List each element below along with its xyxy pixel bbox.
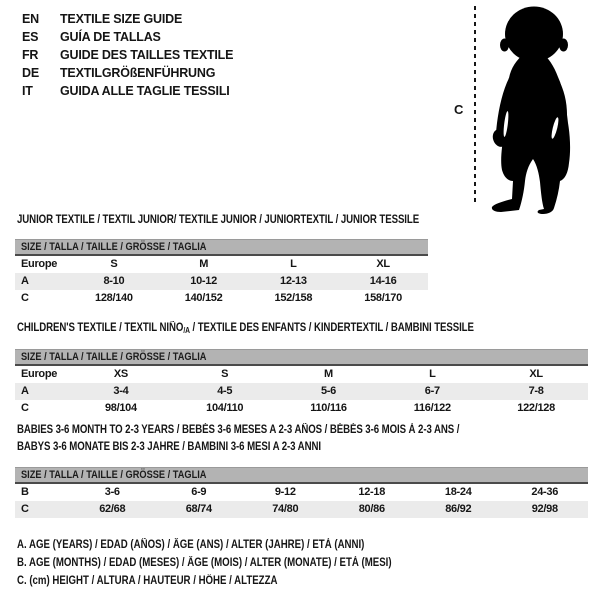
junior-table xyxy=(15,239,428,307)
row-label: A xyxy=(21,275,29,287)
language-title: GUÍA DE TALLAS xyxy=(60,30,161,44)
row-label: C xyxy=(21,292,29,304)
size-cell: S xyxy=(110,258,118,270)
row-label: B xyxy=(21,486,29,498)
language-row-en xyxy=(22,10,233,28)
height-cell: 92/98 xyxy=(531,503,558,515)
height-cell: 158/170 xyxy=(364,292,402,304)
junior-section-title: JUNIOR TEXTILE / TEXTIL JUNIOR/ TEXTILE JUNIOR / JUNIORTEXTIL / JUNIOR TESSILE xyxy=(17,214,420,226)
title-subscript: /A xyxy=(183,326,190,335)
age-cell: 7-8 xyxy=(528,385,544,397)
table-row-c xyxy=(15,501,588,518)
height-cell: 68/74 xyxy=(185,503,212,515)
age-cell: 9-12 xyxy=(274,486,296,498)
children-size-header-bar: SIZE / TALLA / TAILLE / GRÖSSE / TAGLIA xyxy=(15,349,588,366)
table-row-a xyxy=(15,383,588,400)
size-cell: XL xyxy=(529,368,543,380)
size-cell: XS xyxy=(113,368,128,380)
babies-section-title-line2: BABYS 3-6 MONATE BIS 2-3 JAHRE / BAMBINI 3-6 MESI A 2-3 ANNI xyxy=(17,441,321,453)
language-row-it xyxy=(22,82,233,100)
height-cell: 80/86 xyxy=(358,503,385,515)
height-cell: 104/110 xyxy=(206,402,244,414)
age-cell: 6-7 xyxy=(424,385,440,397)
table-row-c xyxy=(15,400,588,417)
height-dashed-line xyxy=(474,6,476,205)
language-title: GUIDE DES TAILLES TEXTILE xyxy=(60,48,234,62)
children-section-title: CHILDREN'S TEXTILE / TEXTIL NIÑO/A / TEXTILE DES ENFANTS / KINDERTEXTIL / BAMBINI TESSILE xyxy=(17,322,474,335)
age-cell: 10-12 xyxy=(190,275,217,287)
junior-size-header-bar: SIZE / TALLA / TAILLE / GRÖSSE / TAGLIA xyxy=(15,239,428,256)
language-code: IT xyxy=(22,84,33,98)
height-cell: 140/152 xyxy=(184,292,223,304)
age-cell: 5-6 xyxy=(320,385,336,397)
row-label: C xyxy=(21,503,29,515)
language-row-fr xyxy=(22,46,233,64)
language-title: TEXTILGRÖßENFÜHRUNG xyxy=(60,66,216,80)
footnote-a: A. AGE (YEARS) / EDAD (AÑOS) / ÂGE (ANS) / ALTER (JAHRE) / ETÀ (ANNI) xyxy=(17,539,365,551)
row-label: Europe xyxy=(21,368,58,380)
table-row-a xyxy=(15,273,428,290)
table-row-c xyxy=(15,290,428,307)
height-cell: 86/92 xyxy=(445,503,472,515)
babies-section-title-line1: BABIES 3-6 MONTH TO 2-3 YEARS / BEBÉS 3-6 MESES A 2-3 AÑOS / BÉBÉS 3-6 MOIS À 2-3 ANS / xyxy=(17,424,460,436)
height-cell: 152/158 xyxy=(274,292,313,304)
age-cell: 4-5 xyxy=(217,385,233,397)
language-title: TEXTILE SIZE GUIDE xyxy=(60,12,183,26)
language-code: ES xyxy=(22,30,39,44)
age-cell: 24-36 xyxy=(531,486,559,498)
legend-footnotes xyxy=(17,536,463,590)
height-cell: 116/122 xyxy=(413,402,451,414)
age-cell: 12-13 xyxy=(280,275,307,287)
footnote-b: B. AGE (MONTHS) / EDAD (MESES) / ÂGE (MOIS) / ALTER (MONATE) / ETÀ (MESI) xyxy=(17,557,392,569)
size-cell: XL xyxy=(376,258,390,270)
height-cell: 110/116 xyxy=(310,402,347,414)
babies-size-header-bar: SIZE / TALLA / TAILLE / GRÖSSE / TAGLIA xyxy=(15,467,588,484)
size-cell: L xyxy=(429,368,436,380)
height-measure-label: C xyxy=(454,102,464,117)
language-code: EN xyxy=(22,12,39,26)
language-code: FR xyxy=(22,48,39,62)
age-cell: 14-16 xyxy=(369,275,397,287)
height-cell: 128/140 xyxy=(95,292,133,304)
age-cell: 8-10 xyxy=(103,275,125,287)
height-cell: 98/104 xyxy=(104,402,137,414)
age-cell: 3-4 xyxy=(113,385,129,397)
language-row-de xyxy=(22,64,233,82)
footnote-c: C. (cm) HEIGHT / ALTURA / HAUTEUR / HÖHE / ALTEZZA xyxy=(17,575,278,587)
table-row-europe xyxy=(15,366,588,383)
age-cell: 6-9 xyxy=(191,486,207,498)
size-cell: M xyxy=(324,368,333,380)
language-title: GUIDA ALLE TAGLIE TESSILI xyxy=(60,84,230,98)
row-label: C xyxy=(21,402,29,414)
babies-table xyxy=(15,467,588,518)
table-row-europe xyxy=(15,256,428,273)
language-code: DE xyxy=(22,66,39,80)
row-label: A xyxy=(21,385,29,397)
height-cell: 74/80 xyxy=(272,503,299,515)
language-row-es xyxy=(22,28,233,46)
age-cell: 12-18 xyxy=(358,486,386,498)
size-cell: S xyxy=(221,368,229,380)
children-table xyxy=(15,349,588,417)
age-cell: 3-6 xyxy=(104,486,120,498)
height-cell: 62/68 xyxy=(99,503,126,515)
size-cell: L xyxy=(290,258,297,270)
toddler-silhouette-icon xyxy=(486,4,586,214)
height-figure xyxy=(450,4,595,216)
age-cell: 18-24 xyxy=(444,486,472,498)
table-row-b xyxy=(15,484,588,501)
row-label: Europe xyxy=(21,258,58,270)
height-cell: 122/128 xyxy=(517,402,555,414)
language-header xyxy=(22,10,233,100)
size-cell: M xyxy=(199,258,209,270)
